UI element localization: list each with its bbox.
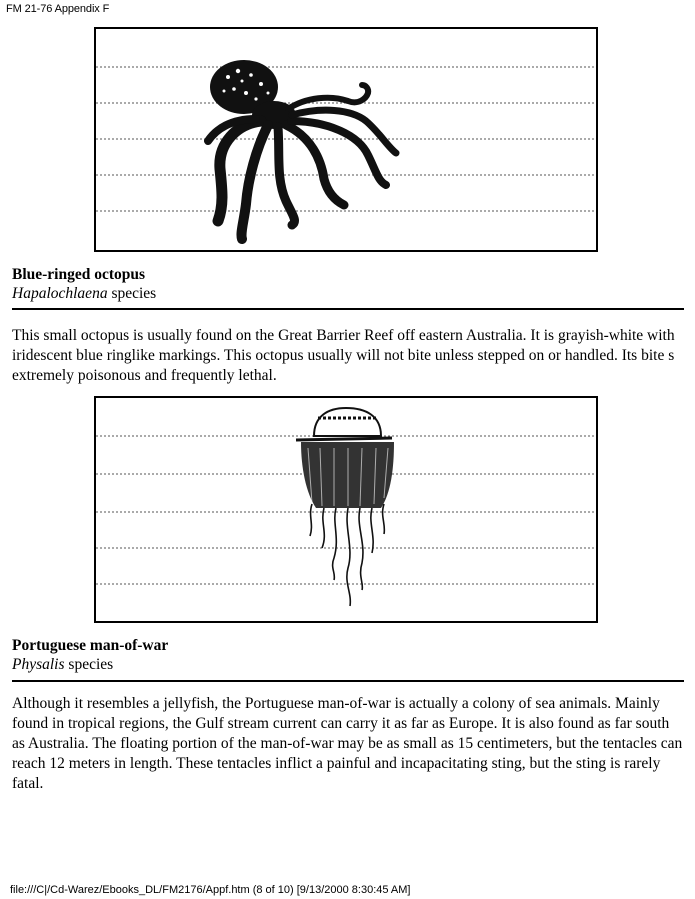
species-latin-octopus (12, 285, 156, 303)
latin-genus: Hapalochlaena (12, 285, 108, 302)
octopus-illustration (94, 27, 598, 252)
species-description-octopus: This small octopus is usually found on the Great Barrier Reef off eastern Australia. It is grayish-white with iridescent blue ringlike markings. This octopus usually will not bite unless stepped on or handled. Its bite s extremely poisonous and frequently lethal. (12, 327, 675, 384)
page-header: FM 21-76 Appendix F (6, 3, 110, 15)
page-footer: file:///C|/Cd-Warez/Ebooks_DL/FM2176/Appf.htm (8 of 10) [9/13/2000 8:30:45 AM] (10, 884, 411, 896)
man-of-war-icon (96, 398, 596, 621)
latin-suffix: species (64, 656, 114, 673)
species-latin-man-of-war (12, 656, 113, 674)
species-name-man-of-war: Portuguese man-of-war (12, 637, 169, 654)
latin-genus: Physalis (12, 656, 65, 673)
species-description-man-of-war: Although it resembles a jellyfish, the Portuguese man-of-war is actually a colony of sea animals. Mainly found in tropical regions, the Gulf stream current can carry it as far as Europe. It is also found as far south as Australia. The floating portion of the man-of-war may be as small as 15 centimeters, but the tentacles can reach 12 meters in length. These tentacles inflict a painful and incapacitating sting, but the sting is rarely fatal. (12, 695, 683, 792)
species-name-octopus: Blue-ringed octopus (12, 266, 146, 283)
section-divider (12, 680, 684, 682)
man-of-war-illustration (94, 396, 598, 623)
octopus-icon (96, 29, 596, 250)
section-divider (12, 308, 684, 310)
latin-suffix: species (107, 285, 157, 302)
